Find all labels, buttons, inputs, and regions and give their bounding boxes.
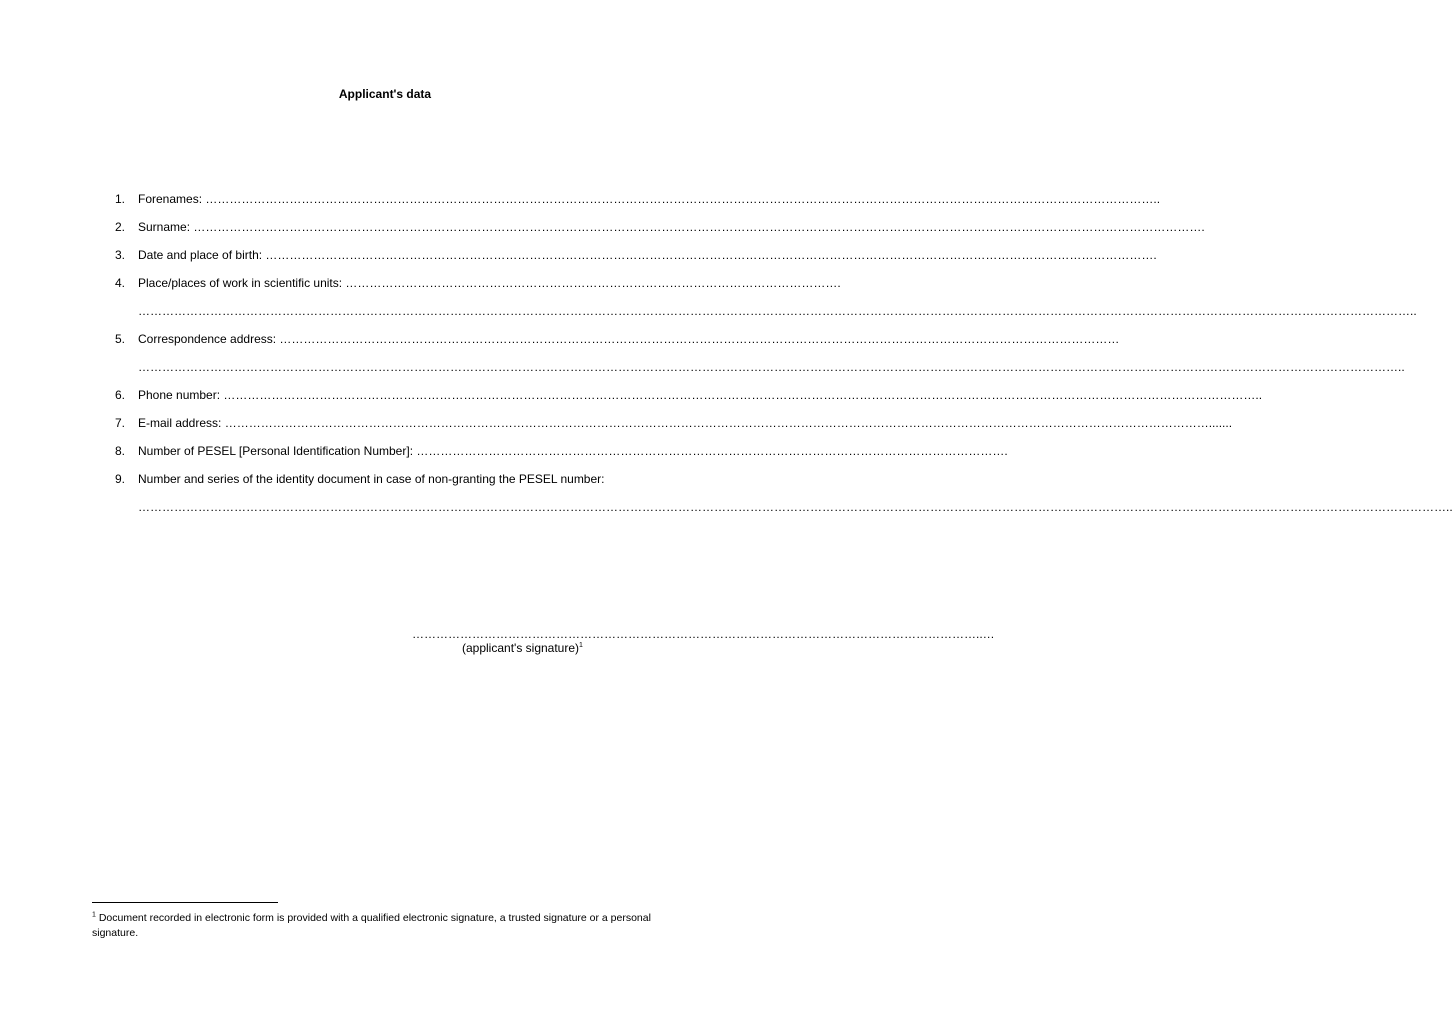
footnote-mark: 1 [92, 911, 96, 919]
item-continuation: ……………………………………………………………………………………………………………………………………………………………………………………………………………………………………………………………………………………….. [138, 360, 1405, 374]
item-text: Date and place of birth: ……………………………………………………………………………………………………………………………………………………………………………………………………. [138, 248, 1157, 262]
item-text: Number and series of the identity document in case of non-granting the PESEL number: [138, 472, 605, 486]
item-text: Number of PESEL [Personal Identification Number]: …………………………………………………………………………………………………………………………………. [138, 444, 1008, 458]
footnote [92, 911, 672, 941]
signature-label-text: (applicant's signature) [462, 641, 580, 655]
item-text: Phone number: …………………………………………………………………………………………………………………………………………………………………………………………………………………………………….. [138, 388, 1263, 402]
item-number: 3. [115, 248, 126, 262]
item-text: E-mail address: …………………………………………………………………………………………………………………………………………………………………………………………………………………………....... [138, 416, 1233, 430]
signature-label [462, 641, 583, 655]
item-number: 4. [115, 276, 126, 290]
page-title: Applicant's data [338, 87, 432, 101]
item-number: 8. [115, 444, 126, 458]
item-text: Place/places of work in scientific units: ……………………………………………………………………………………………………………. [138, 276, 841, 290]
item-number: 9. [115, 472, 126, 486]
item-number: 2. [115, 220, 126, 234]
item-text: Surname: ………………………………………………………………………………………………………………………………………………………………………………………………………………………………. [138, 220, 1205, 234]
footnote-divider [92, 902, 278, 903]
item-continuation: ………………………………………………………………………………………………………………………………………………………………………………………………………………………………………………………………………………………………….. [138, 500, 1453, 514]
item-continuation: ………………………………………………………………………………………………………………………………………………………………………………………………………………………………………………………………………………………….. [138, 304, 1417, 318]
signature-line: ……………………………………………………………………………………………………………………………..… [412, 627, 995, 641]
item-number: 6. [115, 388, 126, 402]
item-number: 1. [115, 192, 126, 206]
item-text: Forenames: ………………………………………………………………………………………………………………………………………………………………………………………………………………….. [138, 192, 1161, 206]
item-text: Correspondence address: ………………………………………………………………………………………………………………………………………………………………………………………… [138, 332, 1120, 346]
item-number: 5. [115, 332, 126, 346]
footnote-reference: 1 [579, 642, 583, 649]
footnote-text: Document recorded in electronic form is provided with a qualified electronic signature, a trusted signature or a personal signature. [92, 912, 651, 939]
item-number: 7. [115, 416, 126, 430]
